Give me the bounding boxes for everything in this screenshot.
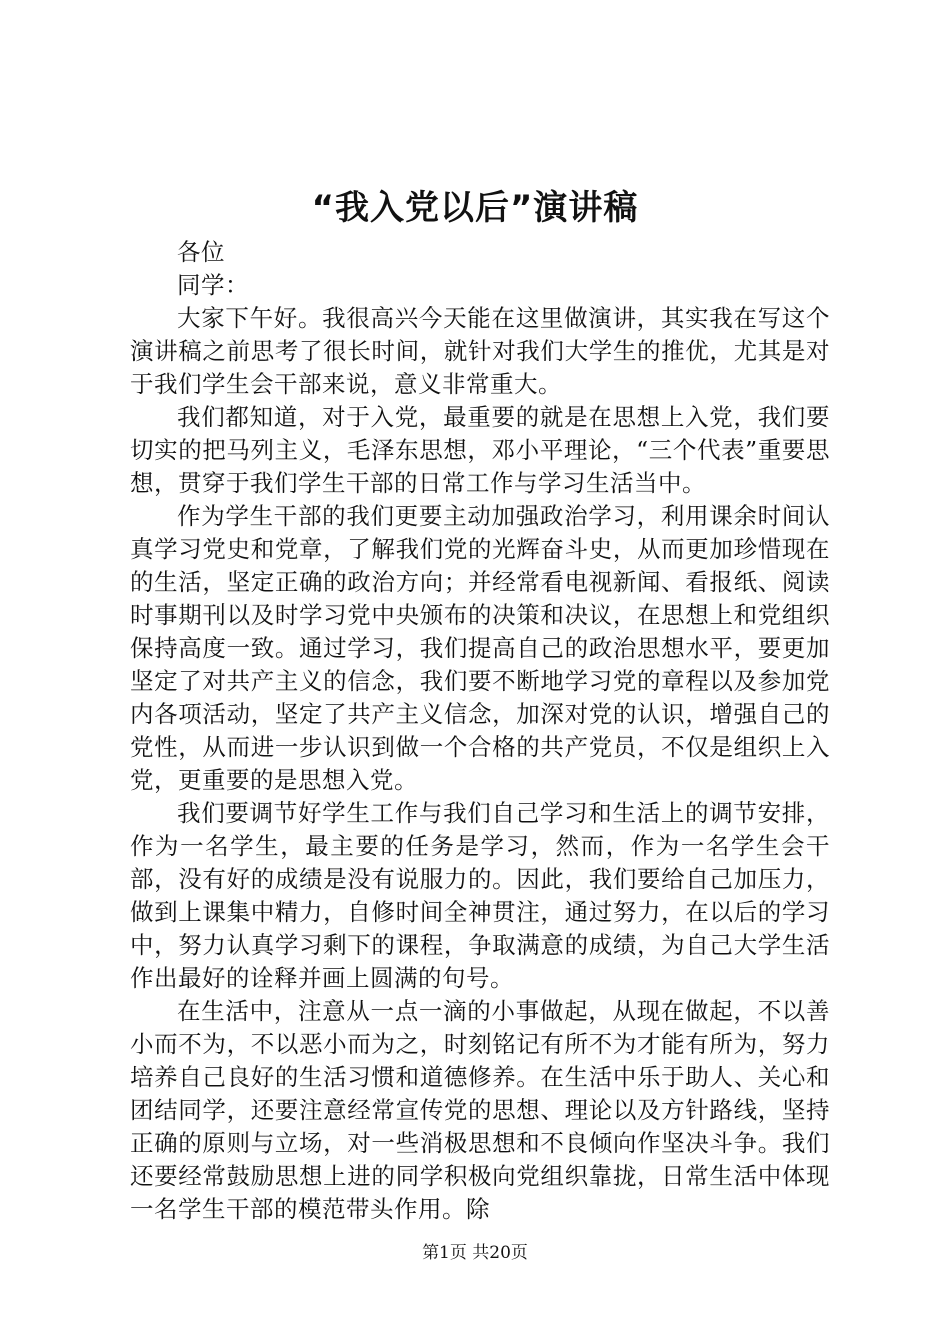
document-title: “我入党以后”演讲稿 xyxy=(311,188,639,228)
paragraph-1: 大家下午好。我很高兴今天能在这里做演讲，其实我在写这个演讲稿之前思考了很长时间，就针对我们大学生的推优，尤其是对于我们学生会干部来说，意义非常重大。 xyxy=(130,304,830,398)
greeting-line-1: 各位 xyxy=(177,238,225,266)
paragraph-5: 在生活中，注意从一点一滴的小事做起，从现在做起，不以善小而不为，不以恶小而为之，时刻铭记有所不为才能有所为，努力培养自己良好的生活习惯和道德修养。在生活中乐于助人、关心和团结同学，还要注意经常宣传党的思想、理论以及方针路线，坚持正确的原则与立场，对一些消极思想和不良倾向作坚决斗争。我们还要经常鼓励思想上进的同学积极向党组织靠拢，日常生活中体现一名学生干部的模范带头作用。除 xyxy=(130,997,830,1223)
paragraph-4: 我们要调节好学生工作与我们自己学习和生活上的调节安排，作为一名学生，最主要的任务是学习，然而，作为一名学生会干部，没有好的成绩是没有说服力的。因此，我们要给自己加压力，做到上课集中精力，自修时间全神贯注，通过努力，在以后的学习中，努力认真学习剩下的课程，争取满意的成绩，为自己大学生活作出最好的诠释并画上圆满的句号。 xyxy=(130,799,830,992)
page-footer: 第1页 共20页 xyxy=(422,1243,528,1263)
paragraph-2: 我们都知道，对于入党，最重要的就是在思想上入党，我们要切实的把马列主义，毛泽东思想，邓小平理论，“三个代表”重要思想，贯穿于我们学生干部的日常工作与学习生活当中。 xyxy=(130,403,830,497)
paragraph-3: 作为学生干部的我们更要主动加强政治学习，利用课余时间认真学习党史和党章，了解我们党的光辉奋斗史，从而更加珍惜现在的生活，坚定正确的政治方向；并经常看电视新闻、看报纸、阅读时事期刊以及时学习党中央颁布的决策和决议，在思想上和党组织保持高度一致。通过学习，我们提高自己的政治思想水平，要更加坚定了对共产主义的信念，我们要不断地学习党的章程以及参加党内各项活动，坚定了共产主义信念，加深对党的认识，增强自己的党性，从而进一步认识到做一个合格的共产党员，不仅是组织上入党，更重要的是思想入党。 xyxy=(130,502,830,794)
document-body xyxy=(130,236,830,1226)
greeting-line-2: 同学： xyxy=(177,271,249,299)
